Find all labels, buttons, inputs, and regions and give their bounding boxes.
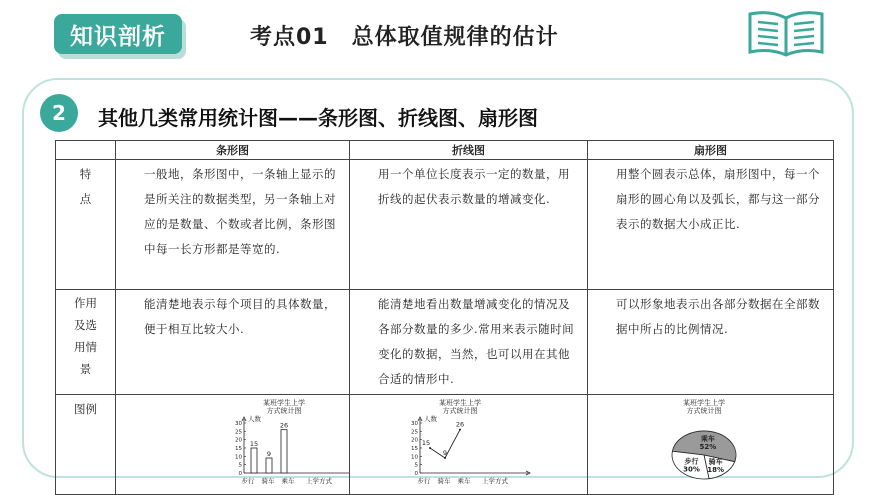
- section-tag: 知识剖析: [54, 14, 182, 54]
- bar-y-tick-label: 15: [235, 446, 242, 452]
- pie-title-line1: 某班学生上学: [683, 399, 725, 407]
- line-usage-cell: 能清楚地看出数量增减变化的情况及各部分数量的多少.常用来表示随时间变化的数据，当然，也可以用在其他合适的情形中.: [350, 290, 588, 395]
- line-y-tick-label: 20: [411, 437, 418, 444]
- table-header-line: 折线图: [350, 141, 588, 160]
- bar-xlabel-part1: 上学: [306, 477, 319, 485]
- line-y-tick-label: 25: [411, 429, 418, 436]
- bar-y-tick-label: 30: [235, 421, 242, 427]
- bar-chart: [116, 395, 349, 491]
- bar-mark: [251, 448, 257, 473]
- bar-y-tick-label: 25: [235, 429, 242, 436]
- section-title: 其他几类常用统计图——条形图、折线图、扇形图: [98, 106, 538, 130]
- pie-title-line2: 方式统计图: [686, 407, 722, 415]
- bar-usage-cell: 能清楚地表示每个项目的具体数量，便于相互比较大小.: [116, 290, 350, 395]
- pie-chart-cell: [588, 395, 834, 495]
- pie-slice-label: 18%: [707, 465, 725, 474]
- bar-title-line2: 方式统计图: [266, 407, 302, 415]
- line-x-tick-label: 乘车: [457, 477, 471, 485]
- line-y-tick-label: 15: [411, 446, 418, 452]
- line-chart-cell: [350, 395, 588, 495]
- line-y-tick-label: 10: [411, 454, 418, 461]
- page-title: 考点01 总体取值规律的估计: [250, 25, 559, 50]
- pie-slice-name: 步行: [684, 457, 699, 466]
- table-header-empty: [56, 141, 116, 160]
- bar-ylabel: 人数: [248, 415, 261, 423]
- bar-y-tick-label: 20: [235, 437, 242, 444]
- table-header-row: [56, 141, 834, 160]
- line-value-label: 15: [421, 439, 431, 447]
- line-value-label: 9: [442, 449, 448, 457]
- bar-chart-cell: [116, 395, 350, 495]
- pie-slice-label: 30%: [683, 465, 700, 474]
- row-label-features: 特 点: [56, 160, 116, 290]
- bar-x-tick-label: 骑车: [261, 477, 275, 485]
- table-header-pie: 扇形图: [588, 141, 834, 160]
- comparison-table: [55, 140, 834, 495]
- row-label-usage: 作用 及选 用情 景: [56, 290, 116, 395]
- bar-mark: [281, 430, 287, 473]
- bar-chart-group: [235, 398, 349, 485]
- line-title-line2: 方式统计图: [442, 407, 478, 415]
- bar-value-label: 26: [279, 421, 289, 430]
- pie-usage-cell: 可以形象地表示出各部分数据在全部数据中所占的比例情况.: [588, 290, 834, 395]
- line-point: [444, 457, 446, 459]
- table-row: [56, 395, 834, 495]
- bar-title-line1: 某班学生上学: [263, 399, 305, 407]
- line-chart: [350, 395, 587, 491]
- bar-value-label: 15: [249, 440, 259, 448]
- line-ylabel: 人数: [424, 415, 437, 423]
- bar-value-label: 9: [266, 450, 272, 458]
- line-y-tick-label: 0: [414, 471, 418, 477]
- bar-features-cell: 一般地，条形图中，一条轴上显示的是所关注的数据类型，另一条轴上对应的是数量、个数或者比例，条形图中每一长方形都是等宽的.: [116, 160, 350, 290]
- line-point: [429, 447, 431, 449]
- pie-features-cell: 用整个圆表示总体，扇形图中，每一个扇形的圆心角以及弧长，都与这一部分表示的数据大小成正比.: [588, 160, 834, 290]
- line-xlabel-part1: 上学: [482, 477, 495, 485]
- line-y-tick-label: 5: [414, 462, 418, 469]
- line-x-tick-label: 骑车: [437, 477, 451, 485]
- line-chart-group: [411, 398, 530, 485]
- line-y-tick-label: 30: [411, 421, 418, 427]
- line-xlabel-part2: 方式: [495, 477, 508, 485]
- row-label-examples: 图例: [56, 395, 116, 495]
- line-title-line1: 某班学生上学: [439, 399, 481, 407]
- bar-x-tick-label: 步行: [241, 477, 255, 485]
- table-row: [56, 160, 834, 290]
- bar-y-tick-label: 10: [235, 454, 242, 461]
- pie-slice-name: 乘车: [700, 435, 715, 444]
- line-x-tick-label: 步行: [417, 477, 431, 485]
- section-number: 2: [40, 94, 78, 132]
- bar-xlabel-part2: 方式: [319, 477, 332, 485]
- line-value-label: 26: [455, 420, 465, 429]
- pie-slice-label: 52%: [699, 443, 717, 452]
- table-header-bar: 条形图: [116, 141, 350, 160]
- table-row: [56, 290, 834, 395]
- line-point: [459, 429, 461, 431]
- bar-mark: [266, 458, 272, 473]
- pie-chart: [588, 395, 833, 491]
- pie-slice-name: 骑车: [708, 457, 723, 466]
- line-features-cell: 用一个单位长度表示一定的数量，用折线的起伏表示数量的增减变化.: [350, 160, 588, 290]
- bar-y-tick-label: 5: [238, 462, 242, 469]
- bar-y-tick-label: 0: [238, 471, 242, 477]
- book-icon: [742, 8, 830, 58]
- bar-x-tick-label: 乘车: [281, 477, 295, 485]
